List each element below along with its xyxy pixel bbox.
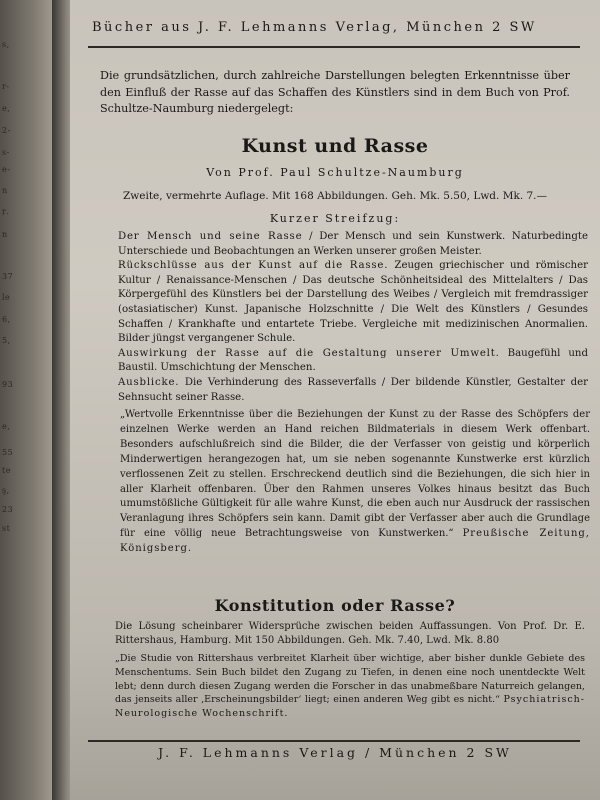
toc-entry-text: Die Verhinderung des Rasseverfalls / Der bildende Künstler, Gestalter der Sehnsucht seiner Rasse. [118, 376, 588, 403]
margin-fragment: 5, [2, 336, 11, 345]
review-quote [115, 652, 585, 721]
margin-fragment: e, [2, 104, 11, 113]
toc-entry-lead: Rückschlüsse aus der Kunst auf die Rasse. [118, 260, 389, 272]
contents-heading: Kurzer Streifzug: [269, 212, 401, 225]
quote-text: „Die Studie von Rittershaus verbreitet Klarheit über wichtige, aber bisher dunkle Gebiete des Menschentums. Sein Buch bildet den Zugang zu Tiefen, in denen eine noch unentdeckte Welt lebt; denn durch diesen Zugang werden die Forscher in das unabmeßbare Naturreich gelangen, das jenseits aller ‚Erscheinungsbilder‘ liegt; einen anderen Weg gibt es nicht.“ [115, 653, 585, 706]
margin-fragment: 37 [2, 272, 14, 281]
margin-fragment: te [2, 466, 11, 475]
running-head: Bücher aus J. F. Lehmanns Verlag, München 2 SW [92, 20, 537, 35]
margin-fragment: 6, [2, 315, 11, 324]
book-description: Die Lösung scheinbarer Widersprüche zwischen beiden Auffassungen. Von Prof. Dr. E. Rittershaus, Hamburg. Mit 150 Abbildungen. Geh. Mk. 7.40, Lwd. Mk. 8.80 [115, 621, 585, 646]
quote-source: Preußische Zeitung, Königsberg. [120, 528, 590, 555]
quote-source: Psychiatrisch-Neurologische Wochenschrift. [115, 694, 585, 720]
margin-fragment: le [2, 293, 11, 302]
table-of-contents [118, 230, 588, 405]
book-page [70, 0, 600, 800]
margin-fragment: s- [2, 148, 10, 157]
margin-fragment: ş, [2, 486, 10, 495]
margin-fragment: n [2, 230, 8, 239]
intro-paragraph: Die grundsätzlichen, durch zahlreiche Darstellungen belegten Erkenntnisse über den Einfluß der Rasse auf das Schaffen des Künstlers sind in dem Buch von Prof. Schultze-Naumburg niedergelegt: [100, 69, 570, 115]
margin-fragment: n [2, 186, 8, 195]
header-rule [88, 46, 580, 48]
publisher-footer: J. F. Lehmanns Verlag / München 2 SW [158, 745, 512, 760]
toc-entry-lead: Der Mensch und seine Rasse [118, 231, 303, 242]
toc-entry-text: Zeugen griechischer und römischer Kultur / Renaissance-Menschen / Das deutsche Schönheitsideal des Mittelalters / Das Körpergefühl des Künstlers bei der Darstellung des Weibes / Vergleich mit fremdrassiger (ostasiatischer) Kunst. Japanische Holzschnitte / Die Welt des Künstlers / Gesundes Schaffen / Krankhafte und entartete Triebe. Vergleiche mit medizinischen Anormalien. Bilder jüngst vergangener Schule. [118, 260, 588, 345]
toc-entry-text: Baugefühl und Baustil. Umschichtung der Menschen. [118, 347, 588, 374]
margin-fragment: 23 [2, 505, 14, 514]
book-title: Kunst und Rasse [241, 135, 429, 157]
footer-rule [88, 740, 580, 742]
toc-entry-lead: Ausblicke. [118, 376, 180, 388]
margin-fragment: e, [2, 422, 11, 431]
margin-fragment: 2- [2, 126, 11, 135]
book-title: Konstitution oder Rasse? [214, 596, 456, 615]
previous-page-edge [0, 0, 58, 800]
margin-fragment: s, [2, 40, 10, 49]
margin-fragment: r- [2, 82, 10, 91]
margin-fragment: 93 [2, 380, 14, 389]
margin-fragment: e- [2, 165, 11, 174]
book-edition: Zweite, vermehrte Auflage. Mit 168 Abbildungen. Geh. Mk. 5.50, Lwd. Mk. 7.— [122, 190, 548, 202]
book-author: Von Prof. Paul Schultze-Naumburg [206, 166, 464, 179]
toc-entry-lead: Auswirkung der Rasse auf die Gestaltung unserer Umwelt. [118, 347, 500, 359]
margin-fragment: ŗ. [2, 207, 10, 216]
margin-fragment: 55 [2, 448, 14, 457]
margin-fragment: st [2, 524, 11, 533]
toc-entry-text: / Der Mensch und sein Kunstwerk. Naturbedingte Unterschiede und Beobachtungen an Werken unserer großen Meister. [118, 231, 588, 257]
review-quote [120, 408, 590, 557]
quote-text: „Wertvolle Erkenntnisse über die Beziehungen der Kunst zu der Rasse des Schöpfers der einzelnen Werke werden an Hand reichen Bildmaterials in diesem Werk offenbart. Besonders aufschlußreich sind die Bilder, die der Verfasser von geistig und körperlich Minderwertigen herangezogen hat, um sie neben sogenannte Kunstwerke erst kürzlich verflossenen Zeit zu stellen. Erschreckend deutlich sind die Beziehungen, die sich hier in aller Klarheit offenbaren. Über den Rahmen unseres Volkes hinaus besitzt das Buch umumstößliche Gültigkeit für alle wahre Kunst, die eben auch nur Ausdruck der rassischen Veranlagung ihres Schöpfers sein kann. Damit gibt der Verfasser aber auch die Grundlage für eine völlig neue Betrachtungsweise von Kunstwerken.“ [120, 409, 590, 540]
